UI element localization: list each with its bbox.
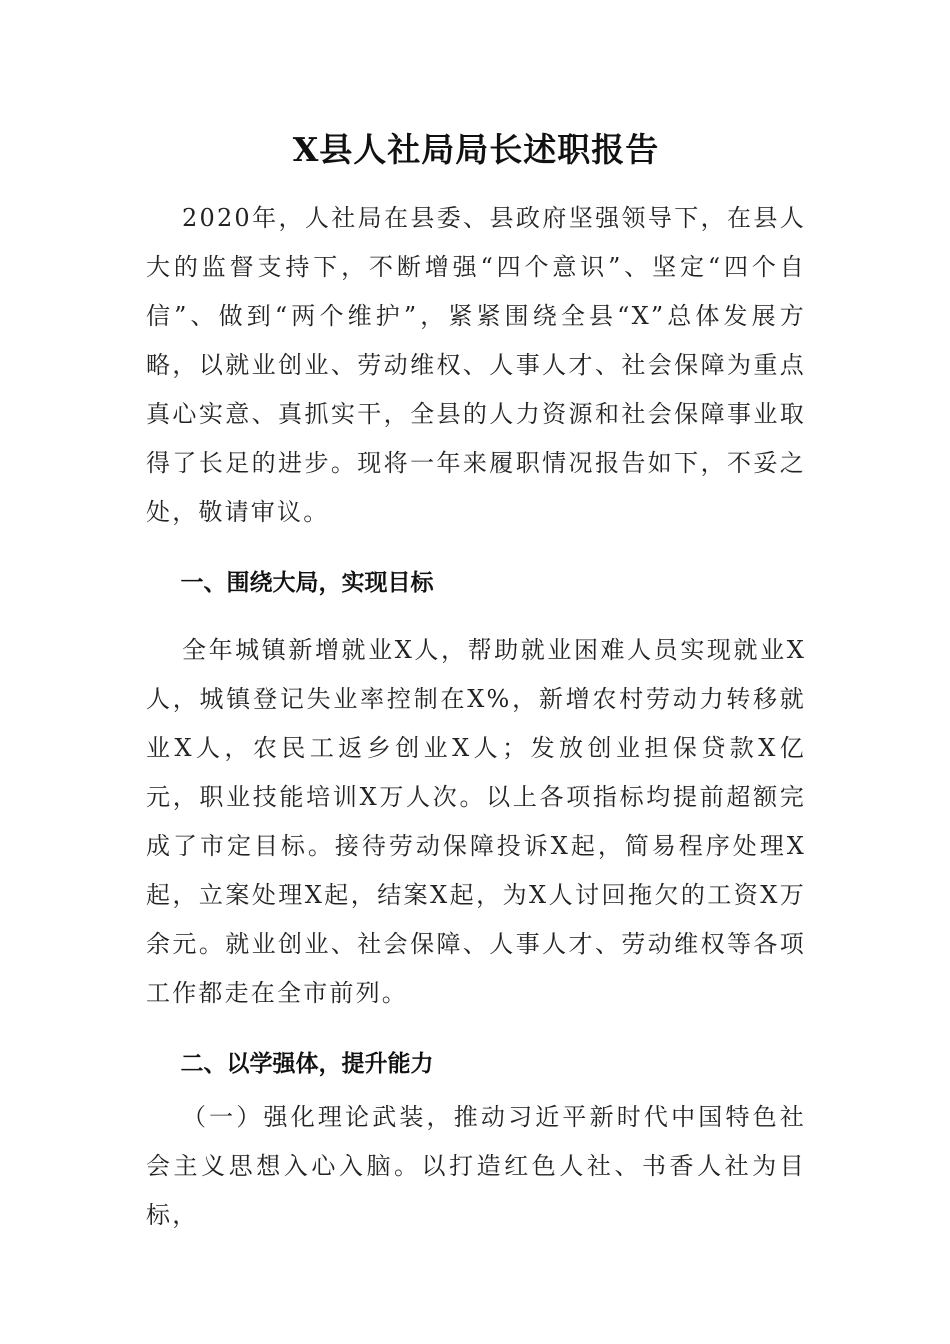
document-title: X县人社局局长述职报告	[292, 130, 660, 169]
section-paragraph-1: 全年城镇新增就业X人，帮助就业困难人员实现就业X人，城镇登记失业率控制在X%，新增农村劳动力转移就业X人，农民工返乡创业X人；发放创业担保贷款X亿元，职业技能培训X万人次。以上各项指标均提前超额完成了市定目标。接待劳动保障投诉X起，简易程序处理X起，立案处理X起，结案X起，为X人讨回拖欠的工资X万余元。就业创业、社会保障、人事人才、劳动维权等各项工作都走在全市前列。	[146, 636, 806, 1007]
intro-paragraph: 2020年，人社局在县委、县政府坚强领导下，在县人大的监督支持下，不断增强“四个意识”、坚定“四个自信”、做到“两个维护”，紧紧围绕全县“X”总体发展方略，以就业创业、劳动维权、人事人才、社会保障为重点真心实意、真抓实干，全县的人力资源和社会保障事业取得了长足的进步。现将一年来履职情况报告如下，不妥之处，敬请审议。	[146, 204, 806, 526]
section-paragraph-2: （一）强化理论武装，推动习近平新时代中国特色社会主义思想入心入脑。以打造红色人社、书香人社为目标，	[146, 1103, 806, 1229]
section-heading-2: 二、以学强体，提升能力	[180, 1051, 434, 1077]
section-heading-1: 一、围绕大局，实现目标	[180, 570, 434, 596]
document-body	[146, 118, 806, 1240]
